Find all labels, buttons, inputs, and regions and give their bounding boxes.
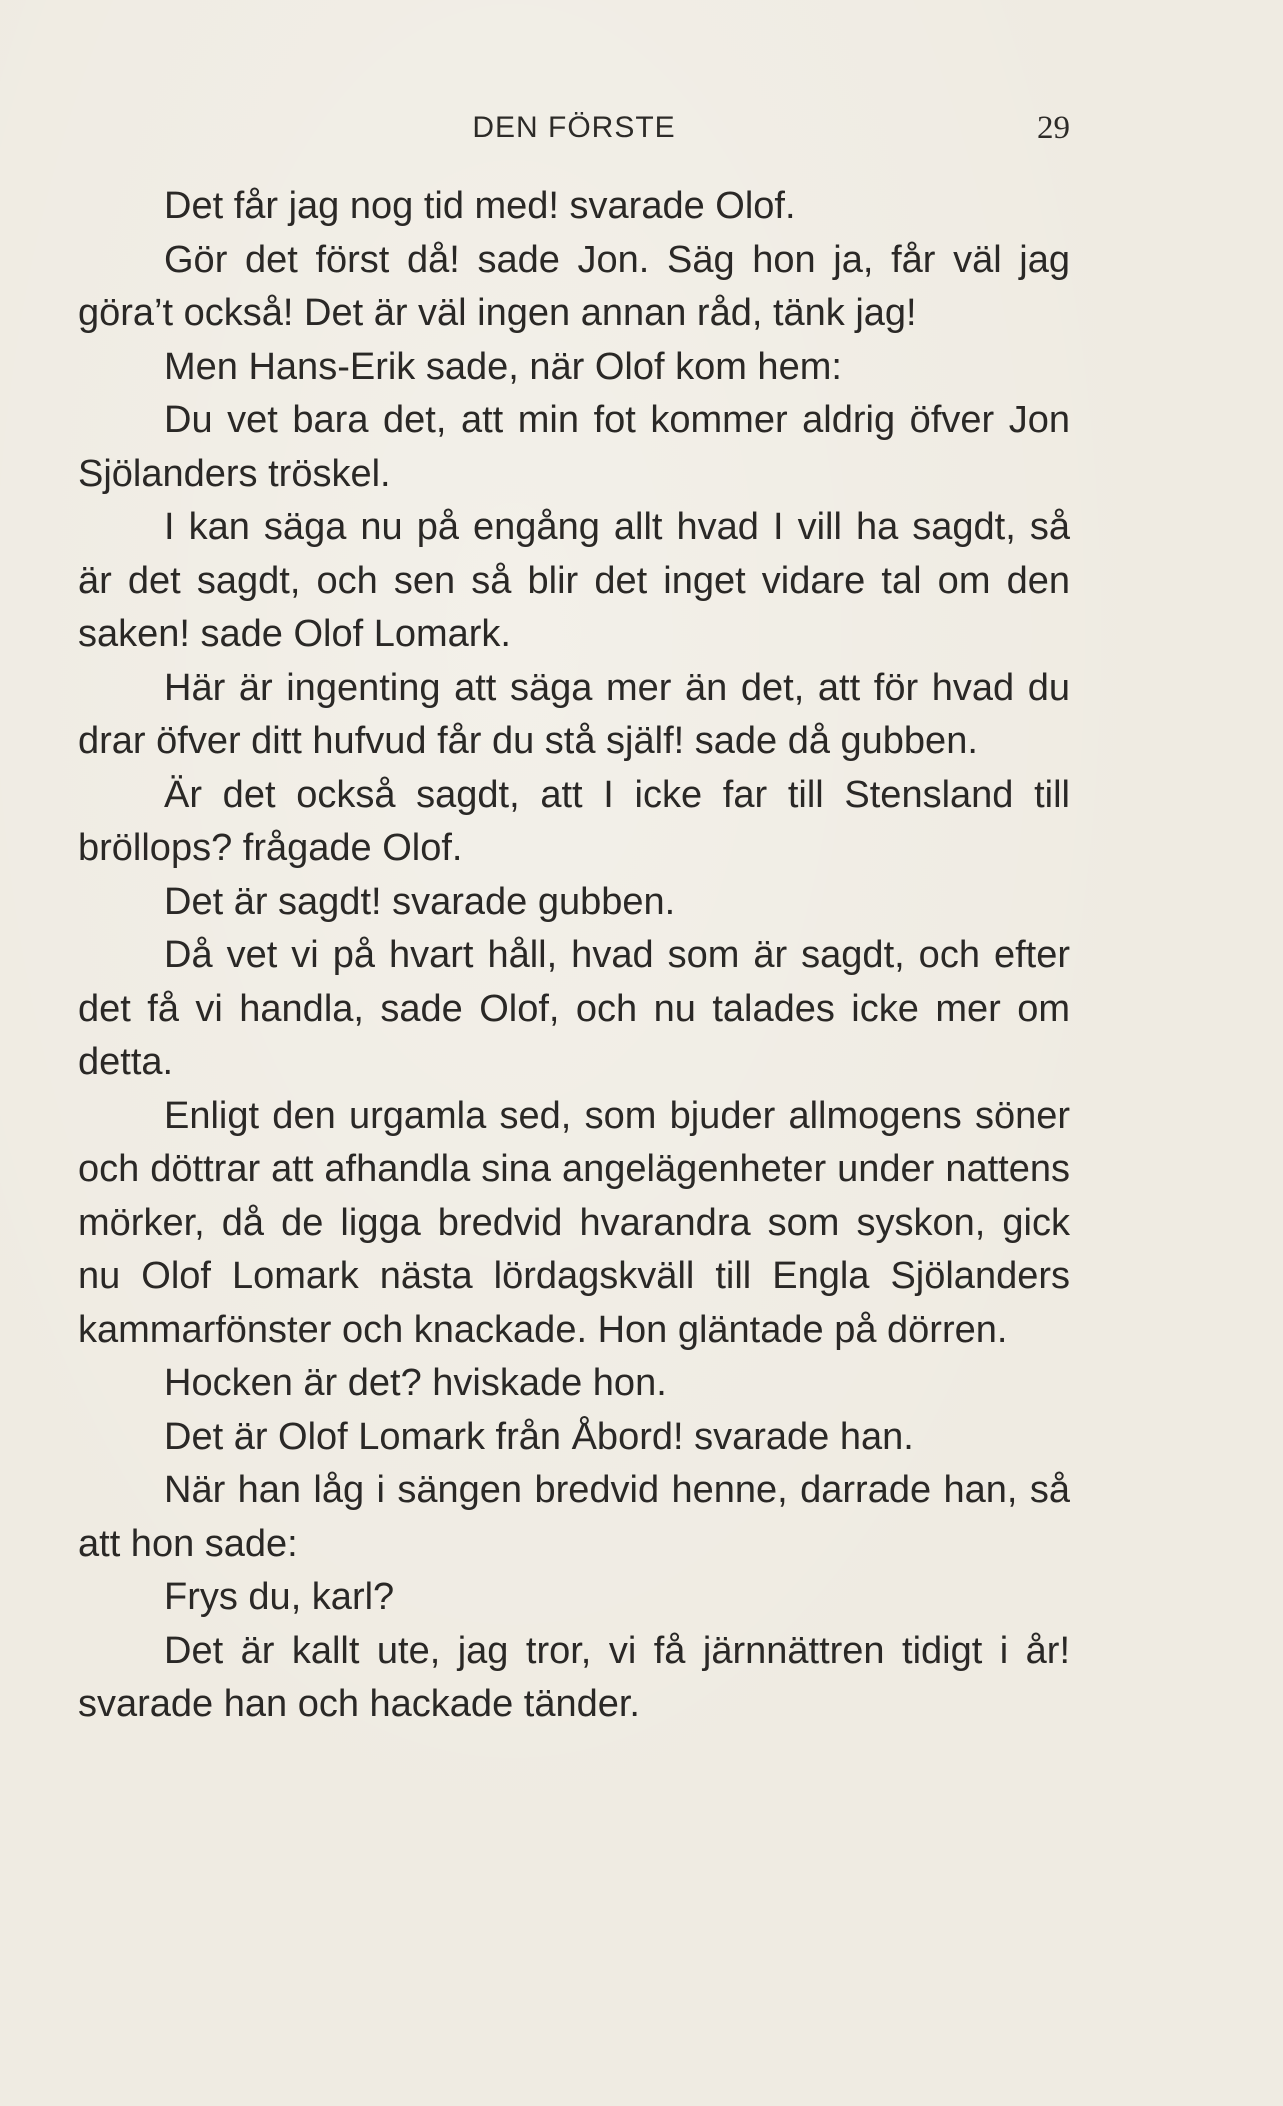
paragraph: I kan säga nu på engång allt hvad I vill ha sagdt, så är det sagdt, och sen så blir det inget vidare tal om den saken! sade Olof Lomark. [78,506,1070,655]
paragraph: Du vet bara det, att min fot kommer aldrig öfver Jon Sjölanders tröskel. [78,399,1070,495]
body-text [78,180,1070,1732]
paragraph: Det är kallt ute, jag tror, vi få järnnättren tidigt i år! svarade han och hackade tänder. [78,1629,1070,1725]
paragraph: När han låg i sängen bredvid henne, darrade han, så att hon sade: [78,1469,1070,1565]
paragraph: Då vet vi på hvart håll, hvad som är sagdt, och efter det få vi handla, sade Olof, och nu talades icke mer om detta. [78,934,1070,1083]
page-number: 29 [1037,110,1070,146]
paragraph: Det är Olof Lomark från Åbord! svarade han. [164,1415,914,1458]
paragraph: Men Hans-Erik sade, när Olof kom hem: [164,345,842,388]
running-title: DEN FÖRSTE [472,111,676,144]
running-head [78,106,1070,150]
paragraph: Det får jag nog tid med! svarade Olof. [164,185,796,227]
paragraph: Är det också sagdt, att I icke far till Stensland till bröllops? frågade Olof. [78,773,1070,869]
paragraph: Gör det först då! sade Jon. Säg hon ja, får väl jag göra’t också! Det är väl ingen annan råd, tänk jag! [78,238,1070,334]
paragraph: Enligt den urgamla sed, som bjuder allmogens söner och döttrar att afhandla sina angelägenheter under nattens mörker, då de ligga bredvid hvarandra som syskon, gick nu Olof Lomark nästa lördagskväll till Engla Sjölanders kammarfönster och knackade. Hon gläntade på dörren. [78,1094,1070,1351]
paragraph: Frys du, karl? [164,1576,395,1618]
paragraph: Det är sagdt! svarade gubben. [164,880,676,923]
paragraph: Här är ingenting att säga mer än det, att för hvad du drar öfver ditt hufvud får du stå själf! sade då gubben. [78,666,1070,762]
paragraph: Hocken är det? hviskade hon. [164,1362,667,1404]
